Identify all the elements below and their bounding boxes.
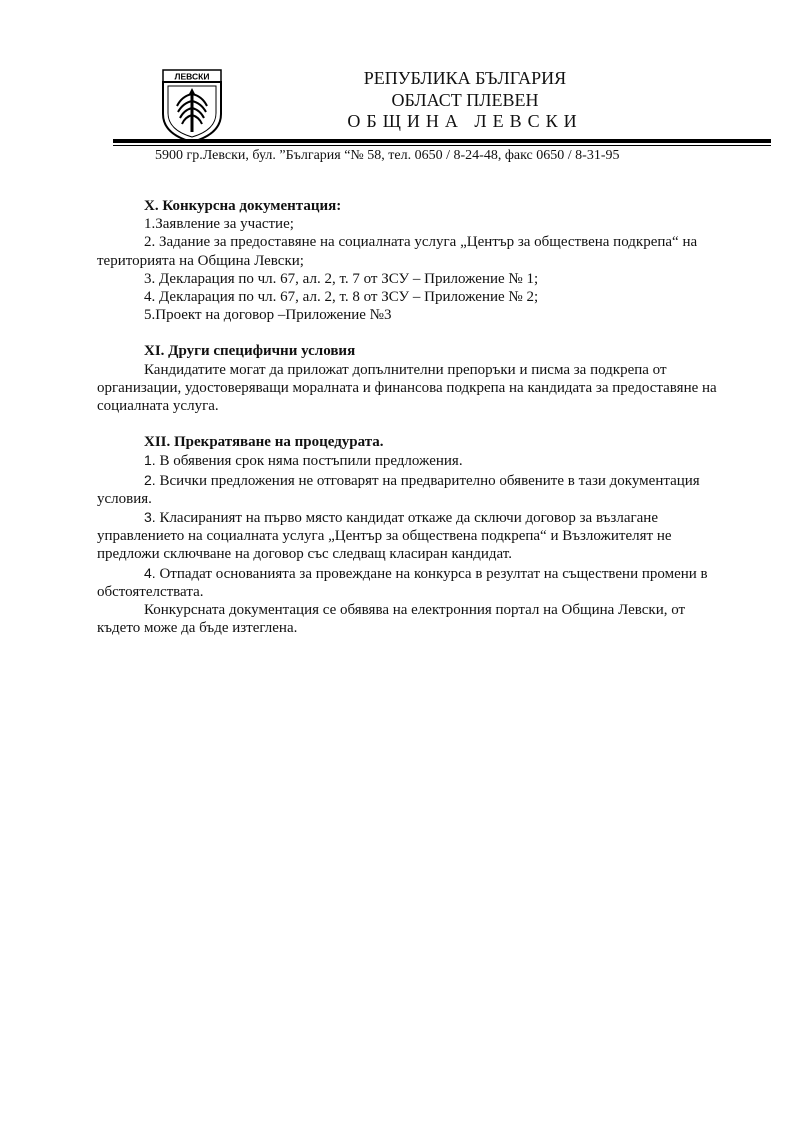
header-address: 5900 гр.Левски, бул. ”България “№ 58, тел. 0650 / 8-24-48, факс 0650 / 8-31-95 [155,148,620,163]
header-region: ОБЛАСТ ПЛЕВЕН [391,90,539,110]
section-12-closing: Конкурсната документация се обявява на електронния портал на Община Левски, от където може да бъде изтеглена. [97,602,686,637]
header-divider-thin [113,145,771,146]
section-12-item-4 [97,564,717,601]
header-country: РЕПУБЛИКА БЪЛГАРИЯ [363,68,567,88]
item-number: 2. [144,471,156,488]
header-divider-thick [113,139,771,143]
item-text: В обявения срок няма постъпили предложения. [159,453,463,470]
section-12-item-3 [97,508,717,564]
item-number: 4. [144,564,156,581]
section-10-item-2: 2. Задание за предоставяне на социалната услуга „Център за обществена подкрепа“ на територията на Община Левски; [97,234,698,269]
item-number: 3. [144,509,156,526]
section-10-item-4: 4. Декларация по чл. 67, ал. 2, т. 8 от ЗСУ – Приложение № 2; [144,289,539,306]
item-text: Класираният на първо място кандидат откаже да сключи договор за възлагане управлението на социалната услуга „Център за обществена подкрепа“ и Възложителят не предложи сключване на договор със следващ класиран кандидат. [97,510,672,563]
crest-text: ЛЕВСКИ [174,71,210,82]
section-10-item-5: 5.Проект на договор –Приложение №3 [144,307,392,324]
section-10-item-3: 3. Декларация по чл. 67, ал. 2, т. 7 от ЗСУ – Приложение № 1; [144,270,539,287]
section-12-item-2 [97,471,717,508]
header-municipality: ОБЩИНА ЛЕВСКИ [347,111,583,131]
section-12-item-1 [97,451,717,470]
item-text: Всички предложения не отговарят на предварително обявените в тази документация условия. [97,472,700,507]
municipality-crest-logo [160,68,224,144]
item-number: 1. [144,452,156,469]
section-10-item-1: 1.Заявление за участие; [144,216,294,233]
section-11-title: XI. Други специфични условия [144,343,356,360]
document-body [97,197,717,637]
section-11-text: Кандидатите могат да приложат допълнителни препоръки и писма за подкрепа от организации, удостоверяващи моралната и финансова подкрепа на кандидата за предоставяне на социалната услуга. [97,361,717,415]
section-10-title: X. Конкурсна документация: [144,198,342,214]
section-12-title: XII. Прекратяване на процедурата. [144,434,384,451]
item-text: Отпадат основанията за провеждане на конкурса в резултат на съществени промени в обстоятелствата. [97,565,708,600]
